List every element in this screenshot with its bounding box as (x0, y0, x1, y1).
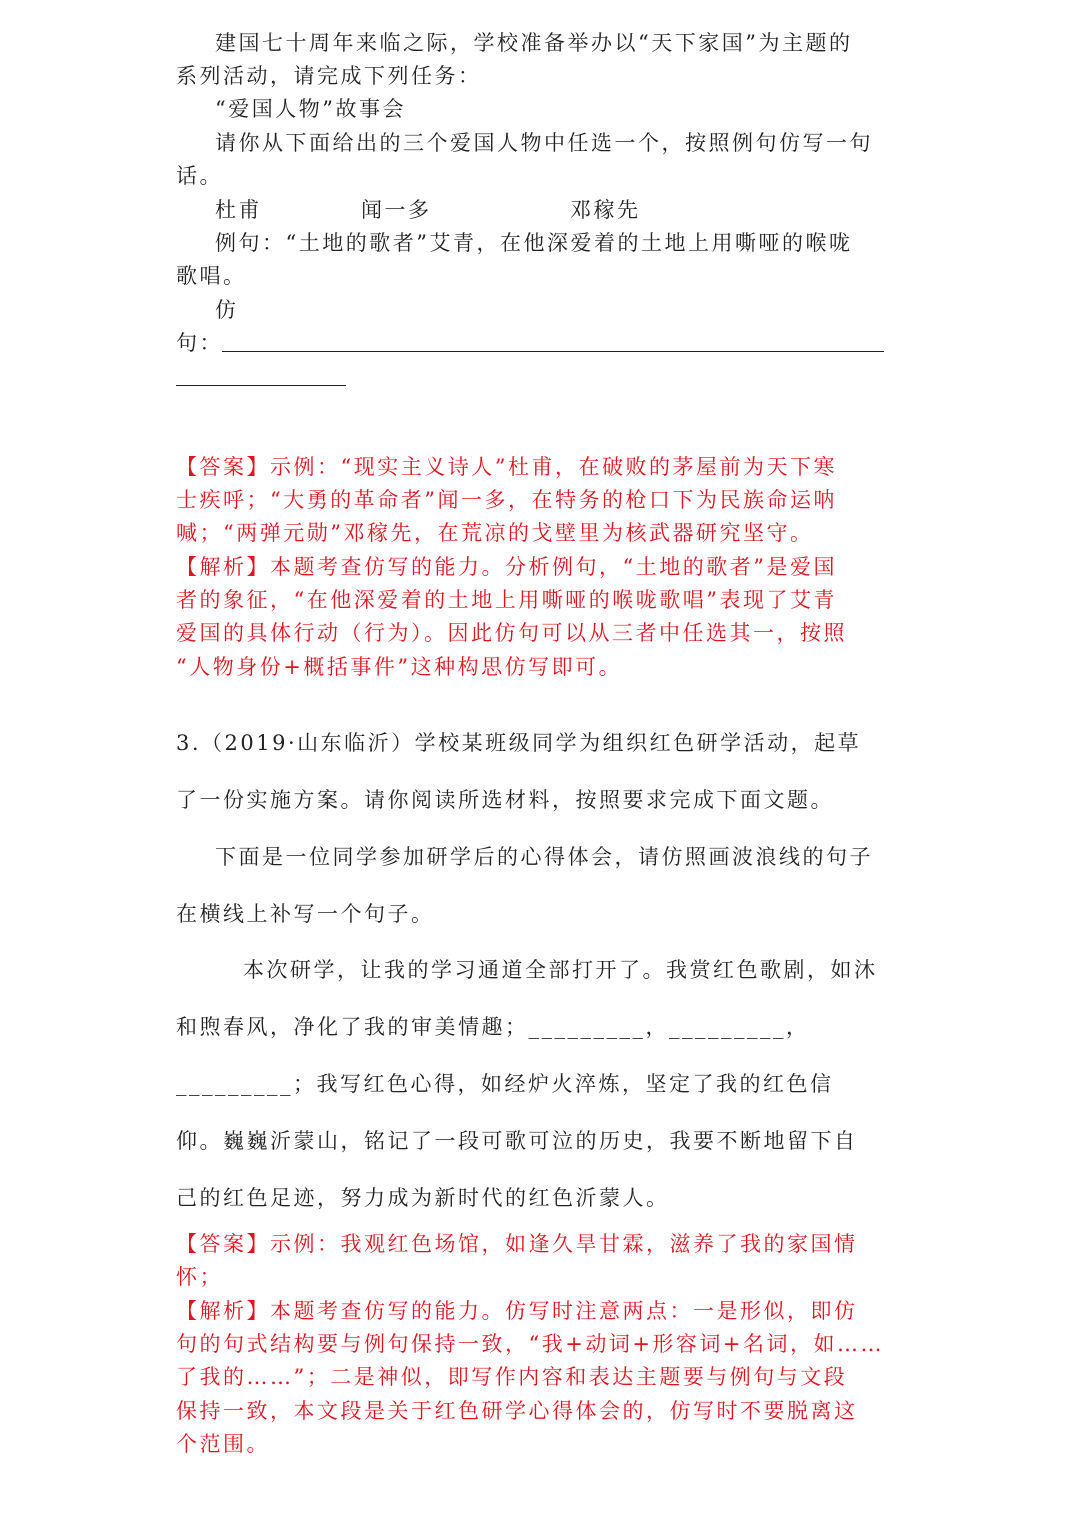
q3-analysis-line-4: 保持一致，本文段是关于红色研学心得体会的，仿写时不要脱离这 (176, 1399, 858, 1423)
q3-analysis-line-2: 句的句式结构要与例句保持一致，“我+动词+形容词+名词，如…… (176, 1332, 885, 1356)
q3-passage-line-4: 仰。巍巍沂蒙山，铭记了一段可歌可泣的历史，我要不断地留下自 (176, 1129, 858, 1153)
q2-example-line-1: 例句：“土地的歌者”艾青，在他深爱着的土地上用嘶哑的喉咙 (215, 231, 853, 255)
q3-passage-line-5: 己的红色足迹，努力成为新时代的红色沂蒙人。 (176, 1186, 670, 1210)
q2-analysis-line-3: 爱国的具体行动（行为）。因此仿句可以从三者中任选其一，按照 (176, 621, 847, 645)
q3-passage-line-2: 和煦春风，净化了我的审美情趣；_________，_________， (176, 1015, 810, 1039)
q2-analysis-line-2: 者的象征，“在他深爱着的土地上用嘶哑的喉咙歌唱”表现了艾青 (176, 588, 837, 612)
q2-answer-line-2: 士疾呼；“大勇的革命者”闻一多，在特务的枪口下为民族命运呐 (176, 488, 837, 512)
q3-analysis-line-3: 了我的……”；二是神似，即写作内容和表达主题要与例句与文段 (176, 1365, 848, 1389)
q2-analysis-line-4: “人物身份+概括事件”这种构思仿写即可。 (176, 655, 623, 679)
q2-example-line-2: 歌唱。 (176, 264, 247, 288)
q2-task-line-2: 话。 (176, 164, 223, 188)
q2-answer-blank-1 (222, 351, 884, 352)
q3-passage-line-1: 本次研学，让我的学习通道全部打开了。我赏红色歌剧，如沐 (243, 958, 878, 982)
q2-person-1: 杜甫 (215, 198, 262, 222)
q3-prompt-line-1: 下面是一位同学参加研学后的心得体会，请仿照画波浪线的句子 (215, 845, 873, 869)
q3-header-line-2: 了一份实施方案。请你阅读所选材料，按照要求完成下面文题。 (176, 788, 834, 812)
q2-imitate-label-2: 句： (176, 331, 223, 355)
q2-subtitle: “爱国人物”故事会 (215, 97, 406, 121)
q3-analysis-line-1: 【解析】本题考查仿写的能力。仿写时注意两点：一是形似，即仿 (176, 1299, 858, 1323)
q2-answer-line-3: 喊；“两弹元勋”邓稼先，在荒凉的戈壁里为核武器研究坚守。 (176, 521, 814, 545)
q2-person-3: 邓稼先 (570, 198, 641, 222)
q2-imitate-label-1: 仿 (215, 298, 239, 322)
q2-answer-line-1: 【答案】示例：“现实主义诗人”杜甫，在破败的茅屋前为天下寒 (176, 455, 837, 479)
q2-person-2: 闻一多 (361, 198, 432, 222)
q2-intro-line-2: 系列活动，请完成下列任务： (176, 64, 482, 88)
q2-answer-blank-2 (176, 385, 346, 386)
q2-task-line-1: 请你从下面给出的三个爱国人物中任选一个，按照例句仿写一句 (215, 131, 873, 155)
q2-analysis-line-1: 【解析】本题考查仿写的能力。分析例句，“土地的歌者”是爱国 (176, 555, 837, 579)
q3-prompt-line-2: 在横线上补写一个句子。 (176, 902, 435, 926)
q3-analysis-line-5: 个范围。 (176, 1432, 270, 1456)
q2-intro-line-1: 建国七十周年来临之际，学校准备举办以“天下家国”为主题的 (215, 31, 853, 55)
q3-answer-line-1: 【答案】示例：我观红色场馆，如逢久旱甘霖，滋养了我的家国情 (176, 1232, 858, 1256)
q3-header-line-1: 3.（2019·山东临沂）学校某班级同学为组织红色研学活动，起草 (176, 731, 862, 755)
q3-answer-line-2: 怀； (176, 1265, 223, 1289)
q3-passage-line-3: _________；我写红色心得，如经炉火淬炼，坚定了我的红色信 (176, 1072, 834, 1096)
